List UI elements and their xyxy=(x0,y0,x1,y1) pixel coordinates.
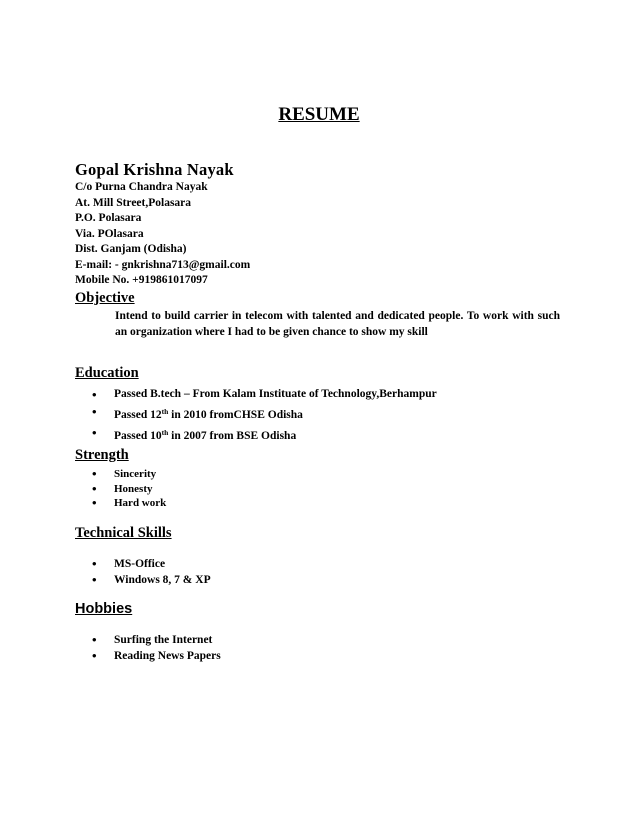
hobbies-list xyxy=(90,632,221,664)
hobbies-heading: Hobbies xyxy=(75,601,133,617)
objective-text: Intend to build carrier in telecom with talented and dedicated people. To work with such an organization where I had to be given chance to show my skill xyxy=(115,310,560,338)
list-item: • Passed 12th in 2010 fromCHSE Odisha xyxy=(90,403,437,424)
list-item: • Honesty xyxy=(90,482,166,497)
technical-skills-list xyxy=(90,556,211,588)
list-item: • Passed 10th in 2007 from BSE Odisha xyxy=(90,424,437,445)
contact-block xyxy=(75,180,250,289)
list-item: • MS-Office xyxy=(90,556,211,572)
care-of-line: C/o Purna Chandra Nayak xyxy=(75,181,208,193)
address-line: At. Mill Street,Polasara xyxy=(75,196,192,209)
technical-skills-heading: Technical Skills xyxy=(75,525,172,541)
list-item: • Sincerity xyxy=(90,467,166,482)
district-line: Dist. Ganjam (Odisha) xyxy=(75,243,187,255)
post-office-line: P.O. Polasara xyxy=(75,212,142,224)
via-line: Via. POlasara xyxy=(75,227,144,240)
strength-heading: Strength xyxy=(75,447,129,463)
list-item: • Passed B.tech – From Kalam Instituate of Technology,Berhampur xyxy=(90,386,437,403)
list-item: • Windows 8, 7 & XP xyxy=(90,572,211,588)
strength-list xyxy=(90,467,166,511)
list-item: • Hard work xyxy=(90,496,166,511)
page-title: RESUME xyxy=(278,104,360,125)
candidate-name: Gopal Krishna Nayak xyxy=(75,160,234,179)
list-item: • Surfing the Internet xyxy=(90,632,221,648)
education-list xyxy=(90,386,437,445)
list-item: • Reading News Papers xyxy=(90,648,221,664)
objective-heading: Objective xyxy=(75,290,135,306)
email-line: E-mail: - gnkrishna713@gmail.com xyxy=(75,258,251,271)
education-heading: Education xyxy=(75,365,139,381)
mobile-line: Mobile No. +919861017097 xyxy=(75,274,208,286)
